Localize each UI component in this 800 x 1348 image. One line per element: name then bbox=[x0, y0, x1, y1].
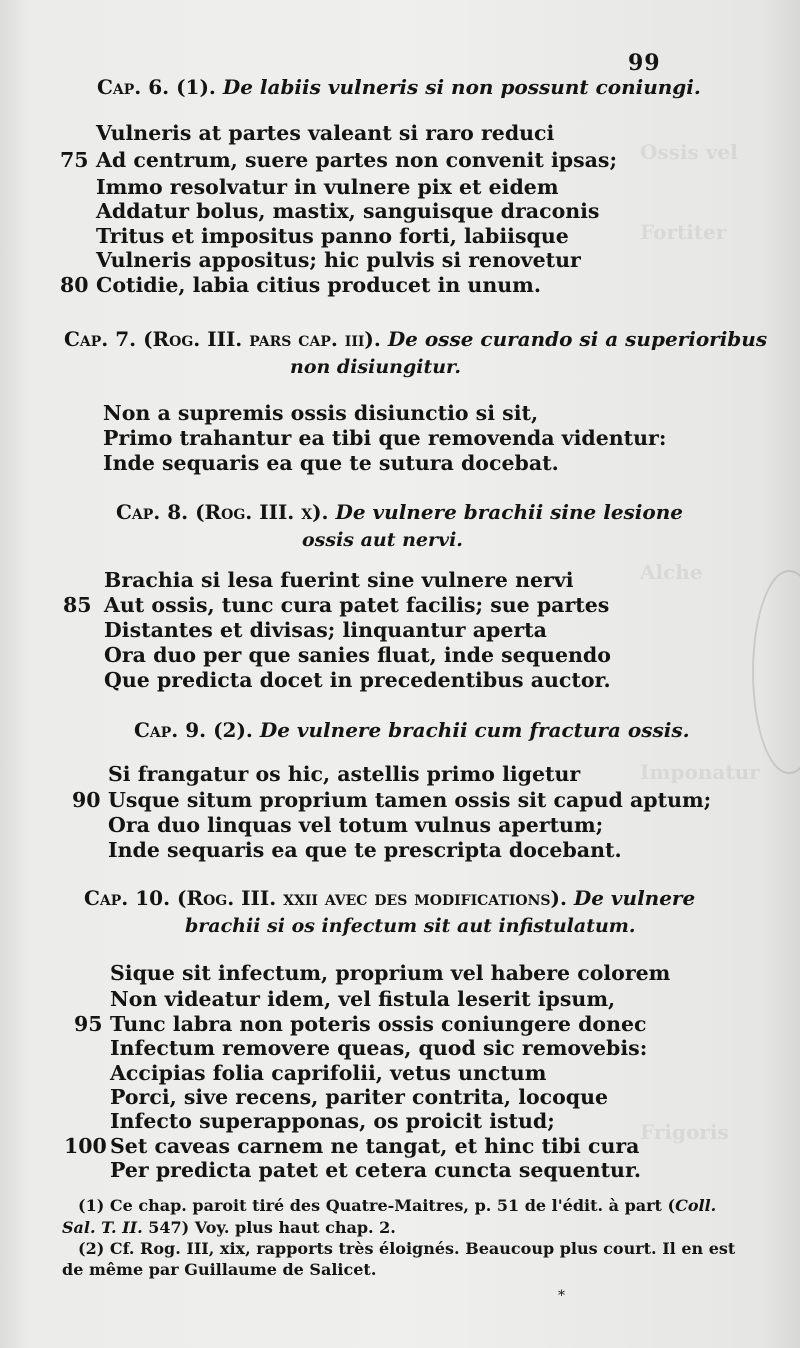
chapter-label: Cap. 8. (Rog. III. x). bbox=[116, 500, 329, 524]
library-stamp bbox=[752, 570, 800, 774]
verse-line: Tritus et impositus panno forti, labiisque bbox=[96, 224, 569, 248]
chapter-title: De vulnere brachii sine lesione bbox=[335, 500, 684, 524]
verse-line: Que predicta docet in precedentibus auctor. bbox=[104, 668, 611, 692]
verse-line: Vulneris appositus; hic pulvis si renovetur bbox=[96, 248, 581, 272]
bleed-through: Frigoris bbox=[640, 1120, 729, 1144]
chapter-title: De vulnere brachii cum fractura ossis. bbox=[259, 718, 690, 742]
verse-line: Infecto superapponas, os proicit istud; bbox=[110, 1109, 555, 1133]
verse-line: Vulneris at partes valeant si raro reduci bbox=[96, 121, 555, 145]
verse-line: Set caveas carnem ne tangat, et hinc tibi cura bbox=[110, 1134, 640, 1158]
chapter-label: Cap. 9. (2). bbox=[134, 718, 253, 742]
footnote-1-cont bbox=[62, 1220, 396, 1236]
verse-line: Immo resolvatur in vulnere pix et eidem bbox=[96, 175, 559, 199]
verse-line: Aut ossis, tunc cura patet facilis; sue partes bbox=[104, 593, 610, 617]
line-number: 80 bbox=[60, 273, 89, 297]
footnote-text: (1) Ce chap. paroit tiré des Quatre-Maitres, p. 51 de l'édit. à part ( bbox=[78, 1196, 676, 1215]
bleed-through: Fortiter bbox=[640, 220, 727, 244]
line-number: 75 bbox=[60, 148, 89, 172]
chapter-subtitle: ossis aut nervi. bbox=[302, 529, 463, 551]
verse-line: Addatur bolus, mastix, sanguisque draconis bbox=[96, 199, 600, 223]
verse-line: Ad centrum, suere partes non convenit ipsas; bbox=[96, 148, 618, 172]
chapter-heading bbox=[134, 718, 690, 742]
chapter-title: De vulnere bbox=[573, 886, 696, 910]
bleed-through: Imponatur bbox=[640, 760, 760, 784]
footnote-text: 547) Voy. plus haut chap. 2. bbox=[142, 1218, 396, 1237]
chapter-heading bbox=[64, 327, 767, 351]
verse-line: Accipias folia caprifolii, vetus unctum bbox=[110, 1061, 547, 1085]
verse-line: Distantes et divisas; linquantur aperta bbox=[104, 618, 547, 642]
verse-line: Usque situm proprium tamen ossis sit capud aptum; bbox=[108, 788, 712, 812]
chapter-title: De labiis vulneris si non possunt coniungi. bbox=[222, 75, 701, 99]
line-number: 95 bbox=[74, 1012, 103, 1036]
line-number: 90 bbox=[72, 788, 101, 812]
footnote-italic: Coll. bbox=[675, 1196, 717, 1215]
verse-line: Sique sit infectum, proprium vel habere colorem bbox=[110, 961, 671, 985]
verse-line: Non a supremis ossis disiunctio si sit, bbox=[103, 401, 539, 425]
line-number: 85 bbox=[63, 593, 92, 617]
verse-line: Brachia si lesa fuerint sine vulnere nervi bbox=[104, 568, 574, 592]
chapter-title: De osse curando si a superioribus bbox=[387, 327, 768, 351]
verse-line: Cotidie, labia citius producet in unum. bbox=[96, 273, 541, 297]
footnote-text: (2) Cf. Rog. III, xix, rapports très éloignés. Beaucoup plus court. Il en est bbox=[78, 1239, 736, 1258]
verse-line: Infectum removere queas, quod sic removebis: bbox=[110, 1036, 648, 1060]
chapter-heading bbox=[84, 886, 695, 910]
chapter-heading bbox=[116, 500, 683, 524]
footnote-2 bbox=[78, 1241, 735, 1257]
verse-line: Non videatur idem, vel fistula leserit ipsum, bbox=[110, 987, 616, 1011]
verse-line: Inde sequaris ea que te sutura docebat. bbox=[103, 451, 559, 475]
footnote-text: de même par Guillaume de Salicet. bbox=[62, 1260, 377, 1279]
chapter-label: Cap. 10. (Rog. III. xxii avec des modifications). bbox=[84, 886, 567, 910]
chapter-label: Cap. 6. (1). bbox=[97, 75, 216, 99]
footer-mark: * bbox=[558, 1288, 565, 1304]
verse-line: Primo trahantur ea tibi que removenda videntur: bbox=[103, 426, 667, 450]
chapter-heading bbox=[97, 75, 701, 99]
footnote-2-cont bbox=[62, 1262, 376, 1278]
page-number: 99 bbox=[628, 50, 661, 76]
verse-line: Tunc labra non poteris ossis coniungere donec bbox=[110, 1012, 647, 1036]
footnote-italic: Sal. T. II. bbox=[62, 1218, 143, 1237]
verse-line: Per predicta patet et cetera cuncta sequentur. bbox=[110, 1158, 642, 1182]
line-number: 100 bbox=[64, 1134, 107, 1158]
verse-line: Si frangatur os hic, astellis primo ligetur bbox=[108, 762, 581, 786]
verse-line: Porci, sive recens, pariter contrita, locoque bbox=[110, 1085, 609, 1109]
bleed-through: Ossis vel bbox=[640, 140, 738, 164]
footnote-1 bbox=[78, 1198, 716, 1214]
verse-line: Ora duo per que sanies fluat, inde sequendo bbox=[104, 643, 611, 667]
bleed-through: Alche bbox=[640, 560, 703, 584]
verse-line: Ora duo linquas vel totum vulnus apertum; bbox=[108, 813, 604, 837]
chapter-subtitle: non disiungitur. bbox=[290, 356, 461, 378]
verse-line: Inde sequaris ea que te prescripta docebant. bbox=[108, 838, 622, 862]
chapter-subtitle: brachii si os infectum sit aut infistulatum. bbox=[185, 915, 636, 937]
chapter-label: Cap. 7. (Rog. III. pars cap. iii). bbox=[64, 327, 381, 351]
